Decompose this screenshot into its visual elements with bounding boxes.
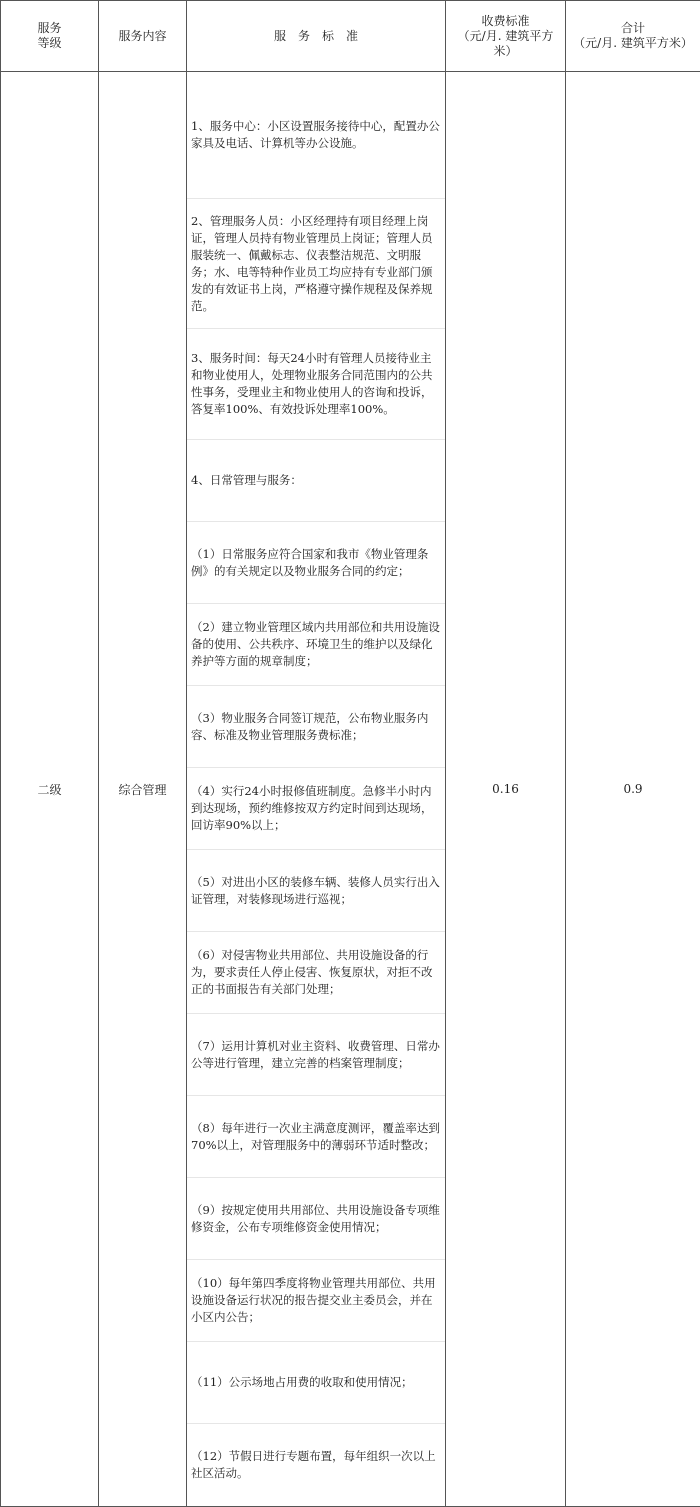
standard-item: 3、服务时间：每天24小时有管理人员接待业主和物业使用人，处理物业服务合同范围内的公共性事务，受理业主和物业使用人的咨询和投诉，答复率100%、有效投诉处理率100%。 [187, 329, 445, 440]
service-standards-cell [187, 72, 446, 1507]
header-service-level: 服务 等级 [1, 1, 99, 72]
table-row [1, 72, 700, 1507]
standard-item: （2）建立物业管理区域内共用部位和共用设施设备的使用、公共秩序、环境卫生的维护以及绿化养护等方面的规章制度； [187, 604, 445, 686]
total-cell: 0.9 [566, 72, 700, 1507]
header-row [1, 1, 700, 72]
standard-item: （1）日常服务应符合国家和我市《物业管理条例》的有关规定以及物业服务合同的约定； [187, 522, 445, 604]
service-content-cell: 综合管理 [99, 72, 187, 1507]
standard-item: （4）实行24小时报修值班制度。急修半小时内到达现场，预约维修按双方约定时间到达现场，回访率90%以上； [187, 768, 445, 850]
standard-item: 4、日常管理与服务： [187, 440, 445, 522]
standard-item: （10）每年第四季度将物业管理共用部位、共用设施设备运行状况的报告提交业主委员会，并在小区内公告； [187, 1260, 445, 1342]
standard-item: 2、管理服务人员：小区经理持有项目经理上岗证，管理人员持有物业管理员上岗证；管理人员服装统一、佩戴标志、仪表整洁规范、文明服务；水、电等特种作业员工均应持有专业部门颁发的有效证书上岗，严格遵守操作规程及保养规范。 [187, 199, 445, 329]
header-service-standard: 服 务 标 准 [187, 1, 446, 72]
fee-standard-cell: 0.16 [446, 72, 566, 1507]
standard-item: （12）节假日进行专题布置，每年组织一次以上社区活动。 [187, 1424, 445, 1506]
service-level-cell: 二级 [1, 72, 99, 1507]
standard-item: （9）按规定使用共用部位、共用设施设备专项维修资金，公布专项维修资金使用情况； [187, 1178, 445, 1260]
header-fee-standard: 收费标准 （元/月. 建筑平方 米） [446, 1, 566, 72]
standard-item: （5）对进出小区的装修车辆、装修人员实行出入证管理，对装修现场进行巡视； [187, 850, 445, 932]
standard-item: 1、服务中心：小区设置服务接待中心，配置办公家具及电话、计算机等办公设施。 [187, 72, 445, 199]
header-service-content: 服务内容 [99, 1, 187, 72]
standard-item: （6）对侵害物业共用部位、共用设施设备的行为，要求责任人停止侵害、恢复原状，对拒不改正的书面报告有关部门处理； [187, 932, 445, 1014]
header-total: 合计 （元/月. 建筑平方米） [566, 1, 700, 72]
standard-item: （3）物业服务合同签订规范，公布物业服务内容、标准及物业管理服务费标准； [187, 686, 445, 768]
standard-item: （7）运用计算机对业主资料、收费管理、日常办公等进行管理，建立完善的档案管理制度； [187, 1014, 445, 1096]
standard-item: （11）公示场地占用费的收取和使用情况； [187, 1342, 445, 1424]
standard-item: （8）每年进行一次业主满意度测评，覆盖率达到70%以上，对管理服务中的薄弱环节适时整改； [187, 1096, 445, 1178]
